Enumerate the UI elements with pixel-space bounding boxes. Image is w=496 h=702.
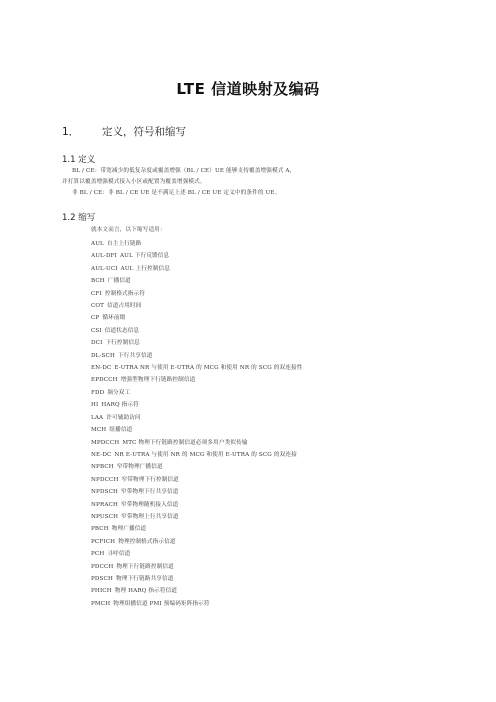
abbreviation-description: HARQ 指示符 [101,402,139,409]
abbreviation-code: EPDCCH [91,377,118,384]
abbreviation-code: NPBCH [91,464,114,471]
abbreviation-code: PBCH [91,526,109,533]
abbreviation-code: AUL-UCI [91,265,118,272]
abbreviation-description: 下行共享信道 [117,352,153,359]
abbreviation-code: DCI [91,340,103,347]
abbreviation-description: 窄带物理下行共享信道 [121,489,179,496]
abbreviation-description: 许可辅助访问 [106,414,141,421]
abbreviation-description: 物理广播信道 [111,526,147,533]
abbreviation-code: COT [91,303,105,310]
abbreviation-item [91,312,302,324]
abbreviation-description: 寻呼信道 [107,551,131,558]
abbreviation-code: NE-DC [91,451,112,458]
abbreviation-code: NPDCCH [91,476,119,483]
definition-line-2: 并打算以覆盖增强模式接入小区或配置为覆盖增强模式。 [62,179,206,185]
abbreviation-description: 物理下行链路共享信道 [116,575,174,582]
section-1-number: 1． [62,126,80,138]
abbreviation-code: PMCH [91,600,111,607]
abbreviation-item [91,437,302,449]
abbreviation-item [91,499,302,511]
abbreviation-item [91,325,302,337]
abbreviation-code: LAA [91,414,104,421]
abbreviation-item [91,412,302,424]
abbreviation-code: PDCCH [91,563,114,570]
abbreviation-code: CFI [91,290,102,297]
abbreviation-code: PHICH [91,588,112,595]
abbreviation-code: NPUSCH [91,513,119,520]
abbreviation-description: 广播信道 [107,278,131,285]
abbreviation-item [91,548,302,560]
abbreviation-code: PDSCH [91,575,113,582]
abbreviation-description: NR E-UTRA 与使用 NR 的 MCG 和使用 E-UTRA 的 SCG 的双连接 [114,451,297,458]
abbreviation-description: AUL 上行控制信息 [120,265,170,272]
abbreviation-description: AUL 下行反馈信息 [119,253,170,260]
abbreviation-code: DL-SCH [91,352,115,359]
abbreviation-item [91,387,302,399]
abbreviation-code: HI [91,402,99,409]
section-1-1-heading: 1.1 定义 [62,155,96,165]
abbreviation-code: BCH [91,278,105,285]
abbreviation-item [91,250,302,262]
abbreviation-item [91,399,302,411]
abbreviation-description: 信道占用时间 [107,303,142,310]
section-1-1-body [62,166,442,199]
document-title: LTE 信道映射及编码 [176,80,320,98]
abbreviation-description: 窄带物理随机接入信道 [120,501,179,508]
abbreviation-list [91,238,302,610]
abbreviation-description: 窄带物理广播信道 [116,464,163,471]
abbreviation-code: CP [91,315,100,322]
abbreviation-code: MCH [91,427,107,434]
abbreviation-code: PCFICH [91,538,116,545]
abbreviation-code: AUL [91,241,104,247]
abbreviation-description: 窄带物理下行控制信道 [121,476,179,483]
abbreviation-item [91,523,302,535]
abbreviation-item [91,474,302,486]
abbreviation-code: NPRACH [91,501,118,508]
abbreviation-description: 组播信道 [109,427,133,434]
abbreviation-description: 增强型物理下行链路控制信道 [120,377,196,384]
abbreviation-item [91,585,302,597]
abbreviation-code: NPDSCH [91,489,119,496]
abbreviation-item [91,337,302,349]
abbreviation-item [91,238,302,250]
section-1-title: 定义，符号和缩写 [102,126,186,138]
abbreviation-description: 物理 HARQ 指示符信道 [114,588,178,595]
abbreviation-item [91,461,302,473]
abbreviation-description: 物理下行链路控制信道 [116,563,174,570]
abbreviation-item [91,374,302,386]
abbreviation-item [91,300,302,312]
abbreviation-description: 控制格式指示符 [104,290,146,297]
abbreviation-item [91,561,302,573]
abbreviation-item [91,536,302,548]
abbreviation-item [91,263,302,275]
section-1-heading [62,124,186,139]
abbreviation-item [91,362,302,374]
abbreviation-item [91,511,302,523]
abbreviation-item [91,598,302,610]
abbreviation-item [91,486,302,498]
abbreviation-description: 自主上行链路 [106,241,142,247]
abbreviation-description: MTC 物理下行链路控制信道必须多用户类似传输 [122,439,248,446]
abbreviation-code: CSI [91,327,102,334]
abbreviation-code: MPDCCH [91,439,120,446]
abbreviation-description: 频分双工 [107,389,131,396]
abbreviations-intro: 就本文而言，以下缩写适用： [91,227,166,233]
abbreviation-item [91,288,302,300]
abbreviation-code: EN-DC [91,365,112,372]
abbreviation-description: 物理组播信道 PMI 预编码矩阵指示符 [113,600,210,607]
abbreviation-description: 信道状态信息 [104,327,140,334]
abbreviation-code: PCH [91,551,105,558]
section-1-2-heading: 1.2 缩写 [62,213,96,223]
abbreviation-code: FDD [91,389,105,396]
abbreviation-description: 物理控制格式指示信道 [118,538,176,545]
definition-line-3: 非 BL / CE：非 BL / CE UE 是不满足上述 BL / CE UE 定义中的条件的 UE。 [72,190,281,196]
definition-line-1: BL / CE：带宽减少的低复杂度或覆盖增强（BL / CE）UE 能够支持覆盖增强模式 A， [72,168,296,174]
abbreviation-item [91,275,302,287]
abbreviation-item [91,573,302,585]
abbreviation-description: 下行控制信息 [105,340,140,347]
abbreviation-description: 循环前缀 [102,315,126,322]
abbreviation-item [91,449,302,461]
abbreviation-description: 窄带物理上行共享信道 [121,513,179,520]
abbreviation-item [91,424,302,436]
abbreviation-code: AUL-DFI [91,253,117,260]
abbreviation-item [91,350,302,362]
abbreviation-description: E-UTRA NR 与使用 E-UTRA 的 MCG 和使用 NR 的 SCG 的双连接性 [114,365,303,372]
